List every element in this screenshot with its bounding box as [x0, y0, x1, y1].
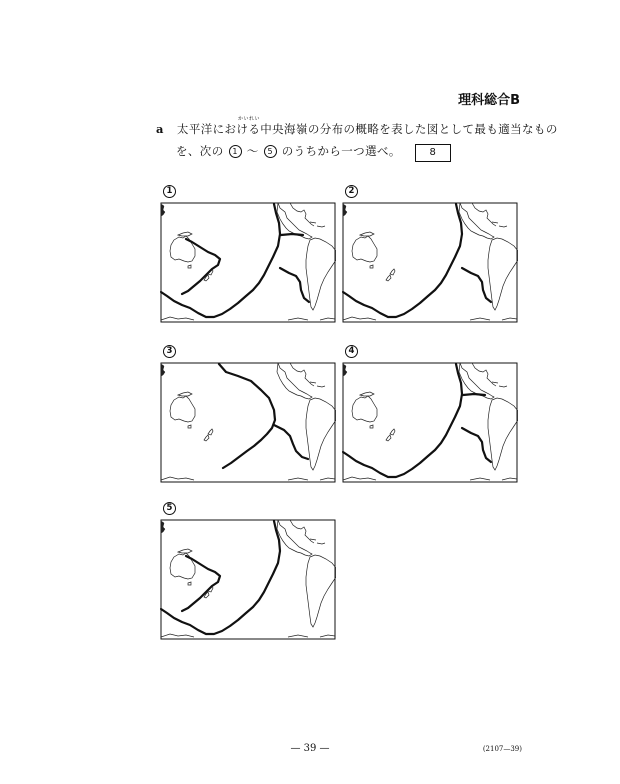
ridge-panama: [281, 234, 303, 235]
antarctica-coast: [161, 477, 335, 480]
option-map-2[interactable]: [342, 202, 518, 323]
map-frame: [343, 203, 517, 322]
range-separator: 〜: [246, 144, 259, 158]
australia-landmass: [170, 553, 195, 579]
ridge-chile-mid: [280, 268, 309, 302]
tasmania-island: [370, 425, 373, 428]
antarctica-coast: [161, 634, 335, 637]
new-guinea-landmass: [178, 392, 192, 396]
gulf-of-mexico-coast: [472, 203, 496, 226]
new-zealand-islands: [386, 269, 395, 281]
new-guinea-landmass: [360, 392, 374, 396]
question-label: a: [156, 122, 164, 136]
australia-landmass: [170, 236, 195, 262]
ridge-north-arc: [219, 364, 275, 468]
ridge-chile-low: [274, 425, 308, 459]
australia-landmass: [352, 396, 377, 422]
question-line-2: [176, 143, 451, 162]
north-america-landmass: [277, 363, 312, 399]
option-map-1[interactable]: [160, 202, 336, 323]
option-label-3[interactable]: 3: [163, 345, 176, 358]
option-label-2[interactable]: 2: [345, 185, 358, 198]
ridge-chile-mid: [462, 268, 491, 302]
option-map-4[interactable]: [342, 362, 518, 483]
map-frame: [161, 520, 335, 639]
tasmania-island: [188, 265, 191, 268]
gulf-of-mexico-coast: [290, 520, 314, 543]
map-frame: [161, 203, 335, 322]
ridge-central-full: [343, 364, 462, 477]
gulf-of-mexico-coast: [290, 203, 314, 226]
antarctica-coast: [343, 317, 517, 320]
south-america-landmass: [306, 555, 336, 627]
north-america-landmass: [277, 520, 312, 556]
option-map-3[interactable]: [160, 362, 336, 483]
tasmania-island: [188, 582, 191, 585]
new-zealand-islands: [386, 429, 395, 441]
north-america-landmass: [459, 203, 494, 239]
option-label-4[interactable]: 4: [345, 345, 358, 358]
asia-corner-landmass: [343, 364, 347, 376]
tasmania-island: [188, 425, 191, 428]
map-frame: [343, 363, 517, 482]
answer-box[interactable]: 8: [415, 144, 451, 162]
gulf-of-mexico-coast: [472, 363, 496, 386]
new-guinea-landmass: [360, 232, 374, 236]
page-number: — 39 —: [290, 743, 330, 754]
ridge-chile-mid: [462, 428, 491, 462]
new-guinea-landmass: [178, 232, 192, 236]
new-zealand-islands: [204, 429, 213, 441]
asia-corner-landmass: [161, 521, 165, 533]
ridge-central-full: [343, 204, 462, 317]
asia-corner-landmass: [161, 364, 165, 376]
option-map-5[interactable]: [160, 519, 336, 640]
south-america-landmass: [306, 398, 336, 470]
range-end-number: 5: [264, 145, 277, 158]
question-text-1: 太平洋における中央海嶺の分布の概略を表した図として最も適当なもの: [176, 122, 558, 136]
subject-title: 理科総合B: [458, 93, 520, 108]
gulf-of-mexico-coast: [290, 363, 314, 386]
ridge-panama: [463, 394, 485, 395]
question-line-1: [156, 121, 558, 137]
south-america-landmass: [488, 238, 518, 310]
antarctica-coast: [343, 477, 517, 480]
new-guinea-landmass: [178, 549, 192, 553]
australia-landmass: [352, 236, 377, 262]
range-start-number: 1: [229, 145, 242, 158]
asia-corner-landmass: [161, 204, 165, 216]
tasmania-island: [370, 265, 373, 268]
question-text-2-suffix: のうちから一つ選べ。: [281, 144, 401, 158]
asia-corner-landmass: [343, 204, 347, 216]
exam-code: (2107—39): [482, 745, 522, 753]
australia-landmass: [170, 396, 195, 422]
question-text-2-prefix: を、次の: [176, 144, 224, 158]
option-label-5[interactable]: 5: [163, 502, 176, 515]
south-america-landmass: [306, 238, 336, 310]
option-label-1[interactable]: 1: [163, 185, 176, 198]
furigana-kairei: かいれい: [238, 116, 261, 122]
south-america-landmass: [488, 398, 518, 470]
antarctica-coast: [161, 317, 335, 320]
